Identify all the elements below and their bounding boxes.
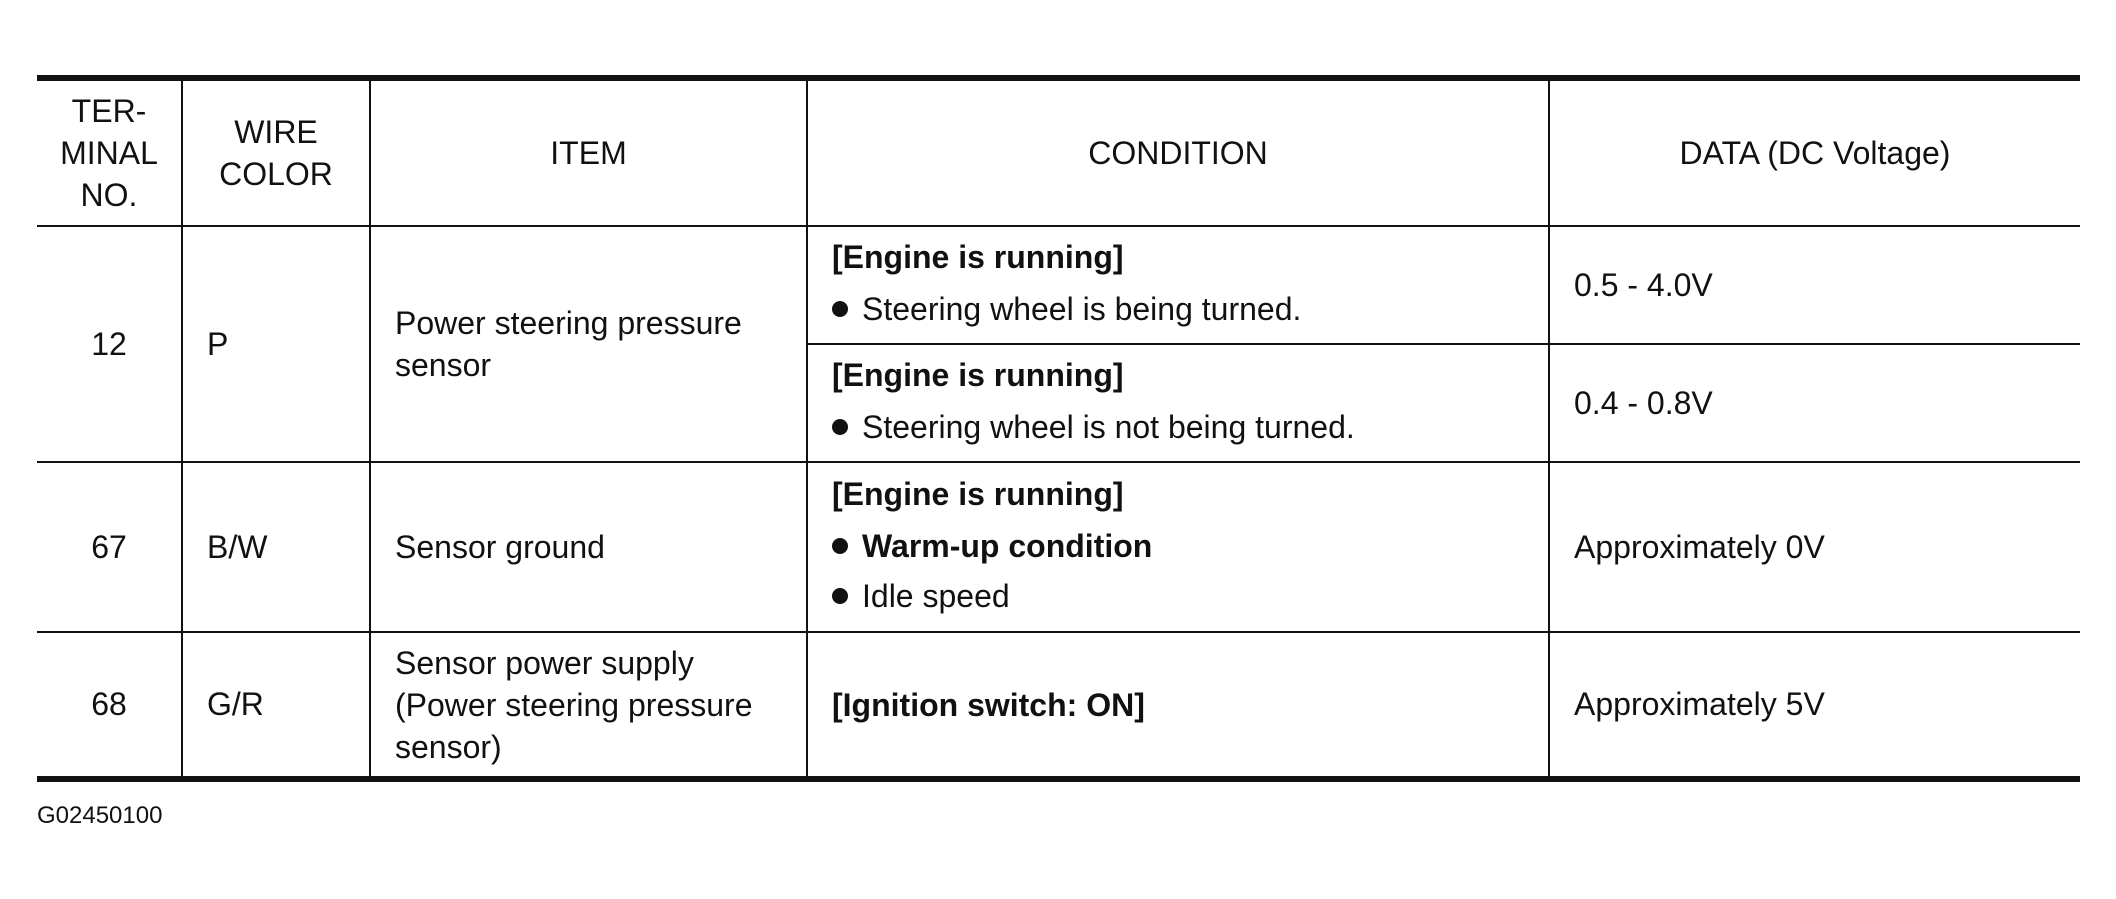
header-wire-line2: COLOR: [219, 156, 333, 192]
header-terminal-line3: NO.: [80, 177, 138, 213]
terminal-no-cell: 68: [37, 632, 182, 779]
header-terminal-line1: TER-: [71, 93, 147, 129]
item-line: sensor): [395, 728, 502, 765]
bullet-icon: [832, 419, 848, 435]
item-cell: Sensor ground: [370, 462, 807, 632]
condition-bullet-text: Steering wheel is being turned.: [862, 291, 1302, 327]
condition-bullet-line: [832, 576, 1524, 616]
data-cell: Approximately 5V: [1549, 632, 2080, 779]
condition-bullet-text: Warm-up condition: [862, 528, 1153, 564]
condition-cell: [807, 462, 1549, 632]
terminal-no-cell: 12: [37, 226, 182, 462]
condition-bullet-text: Steering wheel is not being turned.: [862, 409, 1355, 445]
condition-cell: [807, 632, 1549, 779]
figure-code: G02450100: [37, 802, 163, 829]
item-cell: [370, 632, 807, 779]
header-condition: CONDITION: [807, 78, 1549, 226]
condition-bullet-line: [832, 407, 1524, 447]
bullet-icon: [832, 301, 848, 317]
item-cell: [370, 226, 807, 462]
terminal-no-cell: 67: [37, 462, 182, 632]
table-header-row: [37, 78, 2080, 226]
header-wire-line1: WIRE: [234, 114, 318, 150]
condition-heading: [Engine is running]: [832, 239, 1124, 275]
header-item: ITEM: [370, 78, 807, 226]
header-terminal-no: [37, 78, 182, 226]
header-data: DATA (DC Voltage): [1549, 78, 2080, 226]
condition-cell: [807, 226, 1549, 344]
wire-color-cell: G/R: [182, 632, 370, 779]
ecm-terminal-table: [37, 75, 2080, 782]
condition-heading: [Engine is running]: [832, 357, 1124, 393]
item-line: (Power steering pressure: [395, 686, 753, 723]
bullet-icon: [832, 538, 848, 554]
item-line: Sensor power supply: [395, 644, 694, 681]
data-cell: 0.5 - 4.0V: [1549, 226, 2080, 344]
condition-bullet-line: [832, 526, 1524, 566]
item-line: Power steering pressure: [395, 305, 742, 341]
table-row-terminal-68: [37, 632, 2080, 779]
wire-color-cell: B/W: [182, 462, 370, 632]
bullet-icon: [832, 588, 848, 604]
data-cell: 0.4 - 0.8V: [1549, 344, 2080, 462]
condition-heading: [Engine is running]: [832, 476, 1124, 512]
header-wire-color: [182, 78, 370, 226]
condition-bullet-text: Idle speed: [862, 578, 1010, 614]
condition-bullet-line: [832, 289, 1524, 329]
header-terminal-line2: MINAL: [60, 135, 158, 171]
table-row-terminal-67: [37, 462, 2080, 632]
item-line: sensor: [395, 347, 492, 383]
wire-color-cell: P: [182, 226, 370, 462]
condition-heading: [Ignition switch: ON]: [832, 686, 1145, 723]
condition-cell: [807, 344, 1549, 462]
table-row-terminal-12-a: [37, 226, 2080, 344]
data-cell: Approximately 0V: [1549, 462, 2080, 632]
